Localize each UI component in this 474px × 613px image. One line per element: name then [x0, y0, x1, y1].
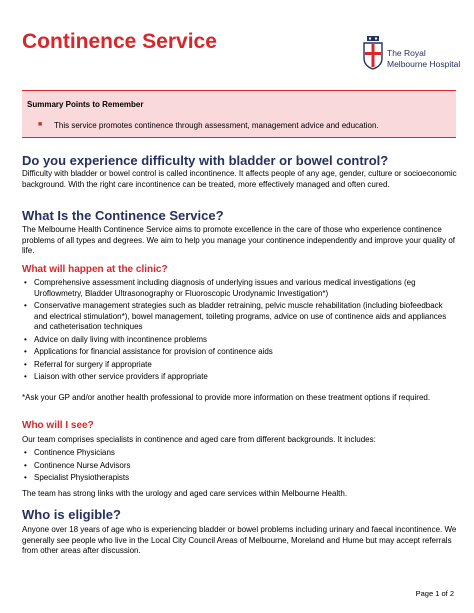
- logo-line-2: Melbourne Hospital: [387, 59, 461, 69]
- clinic-list: [22, 278, 452, 385]
- section-heading-eligible: Who is eligible?: [22, 507, 121, 522]
- list-item: • Liaison with other service providers if appropriate: [22, 372, 452, 383]
- summary-box: [22, 90, 456, 138]
- list-item: • Advice on daily living with incontinence problems: [22, 335, 452, 346]
- section-text-eligible: Anyone over 18 years of age who is experiencing bladder or bowel problems including urinary and faecal incontinence. We generally see people who live in the Local City Council Areas of Melbourne, Moreland and Hume but may accept referrals from other areas after discussion.: [22, 525, 457, 555]
- logo-line-1: The Royal: [387, 48, 426, 58]
- list-item: • Specialist Physiotherapists: [22, 473, 452, 484]
- hospital-name: [387, 48, 460, 70]
- section-heading-clinic: What will happen at the clinic?: [22, 264, 168, 275]
- summary-title: Summary Points to Remember: [27, 100, 144, 109]
- page-title: Continence Service: [22, 30, 217, 53]
- clinic-note: *Ask your GP and/or another health professional to provide more information on these treatment options if required.: [22, 393, 431, 402]
- list-item: • Comprehensive assessment including diagnosis of underlying issues and various medical investigations (eg Uroflowmetry, Bladder Ultrasonography or Fluoroscopic Urodynamic Investigation*): [22, 278, 452, 299]
- who-see-outro: The team has strong links with the urology and aged care services within Melbourne Health.: [22, 489, 348, 498]
- section-heading-who-see: Who will I see?: [22, 420, 94, 431]
- list-item: • Conservative management strategies such as bladder retraining, pelvic muscle rehabilitation (including biofeedback and electrical stimulation*), bowel management, toileting programs, advice on use of continence aids and appliances and catheterisation techniques: [22, 301, 452, 333]
- who-see-intro: Our team comprises specialists in continence and aged care from different backgrounds. It includes:: [22, 435, 376, 444]
- section-text-difficulty: Difficulty with bladder or bowel control is called incontinence. It affects people of any age, gender, culture or socioeconomic background. With the right care incontinence can be treated, more effectively managed and often cured.: [22, 169, 457, 189]
- page-number: Page 1 of 2: [415, 589, 454, 598]
- team-list: [22, 448, 452, 486]
- hospital-crest-icon: [362, 36, 384, 70]
- list-item: • Applications for financial assistance for provision of continence aids: [22, 347, 452, 358]
- list-item: • Referral for surgery if appropriate: [22, 360, 452, 371]
- summary-point: This service promotes continence through assessment, management advice and education.: [54, 121, 379, 130]
- summary-bullet-icon: ■: [38, 121, 43, 128]
- section-heading-what-is: What Is the Continence Service?: [22, 208, 224, 223]
- hospital-logo: [362, 36, 462, 76]
- list-item: • Continence Nurse Advisors: [22, 461, 452, 472]
- section-text-what-is: The Melbourne Health Continence Service aims to promote excellence in the care of those who experience continence problems of all types and degrees. We aim to help you manage your continence independently and improve your quality of life.: [22, 225, 455, 255]
- section-heading-difficulty: Do you experience difficulty with bladder or bowel control?: [22, 153, 389, 168]
- list-item: • Continence Physicians: [22, 448, 452, 459]
